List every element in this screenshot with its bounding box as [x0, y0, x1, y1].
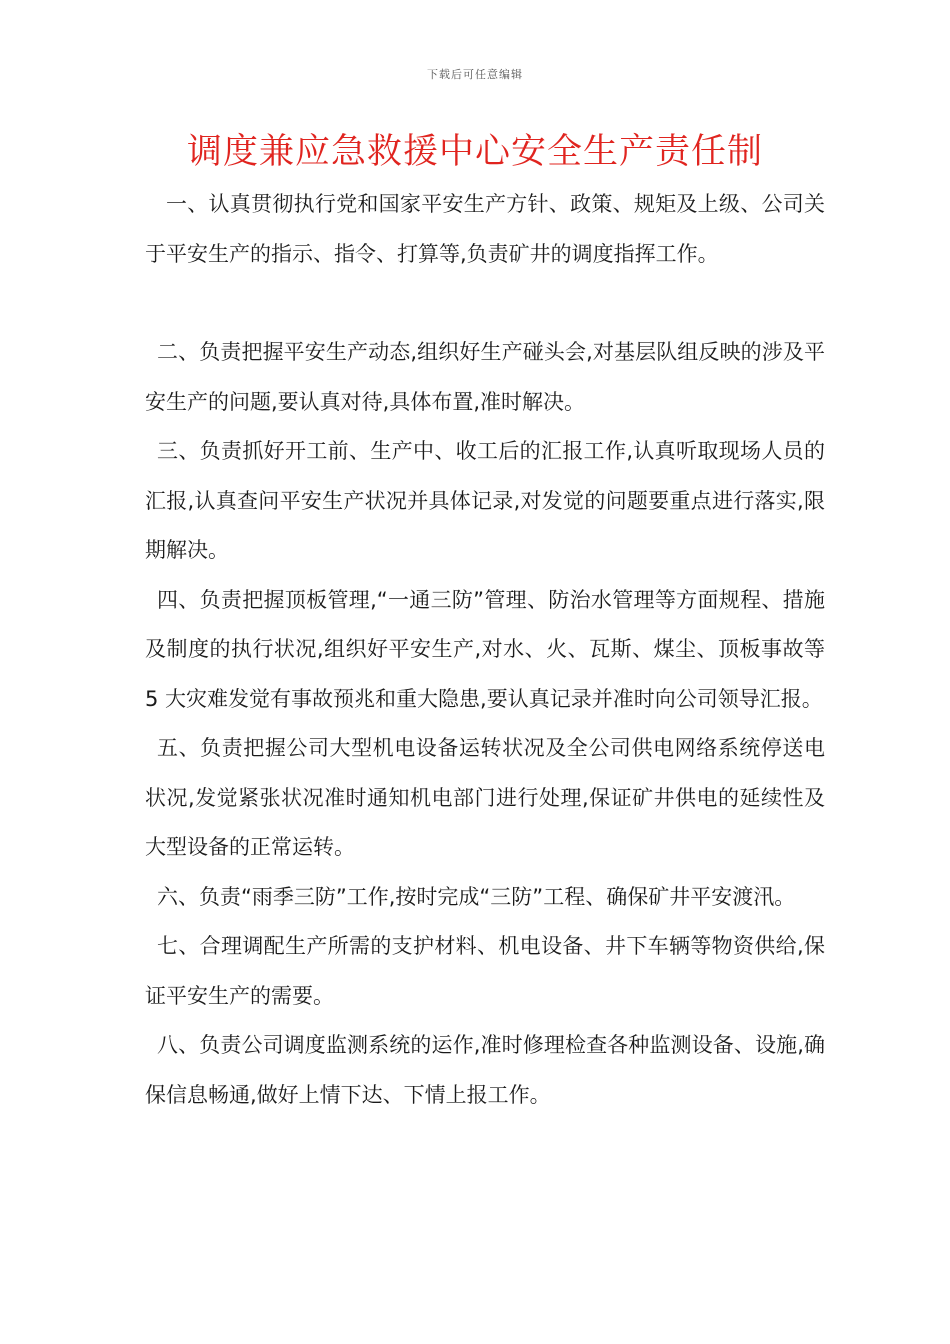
paragraph-4: 四、负责把握顶板管理,“一通三防”管理、防治水管理等方面规程、措施及制度的执行状况,组织好平安生产,对水、火、瓦斯、煤尘、顶板事故等 5 大灾难发觉有事故预兆和重大隐患,要认真记录并准时向公司领导汇报。 — [145, 587, 825, 711]
paragraph-8: 八、负责公司调度监测系统的运作,准时修理检查各种监测设备、设施,确保信息畅通,做好上情下达、下情上报工作。 — [145, 1033, 825, 1107]
paragraph-6: 六、负责“雨季三防”工作,按时完成“三防”工程、确保矿井平安渡汛。 — [157, 884, 796, 909]
document-title: 调度兼应急救援中心安全生产责任制 — [186, 132, 763, 172]
paragraph-7: 七、合理调配生产所需的支护材料、机电设备、井下车辆等物资供给,保证平安生产的需要。 — [145, 934, 825, 1008]
paragraph-2: 二、负责把握平安生产动态,组织好生产碰头会,对基层队组反映的涉及平安生产的问题,要认真对待,具体布置,准时解决。 — [145, 340, 825, 414]
paragraph-5: 五、负责把握公司大型机电设备运转状况及全公司供电网络系统停送电状况,发觉紧张状况准时通知机电部门进行处理,保证矿井供电的延续性及大型设备的正常运转。 — [145, 736, 825, 859]
paragraph-1: 一、认真贯彻执行党和国家平安生产方针、政策、规矩及上级、公司关于平安生产的指示、指令、打算等,负责矿井的调度指挥工作。 — [145, 192, 825, 266]
document-body — [145, 180, 825, 1120]
header-note: 下载后可任意编辑 — [427, 68, 523, 81]
paragraph-3: 三、负责抓好开工前、生产中、收工后的汇报工作,认真听取现场人员的汇报,认真查问平安生产状况并具体记录,对发觉的问题要重点进行落实,限期解决。 — [145, 439, 825, 562]
